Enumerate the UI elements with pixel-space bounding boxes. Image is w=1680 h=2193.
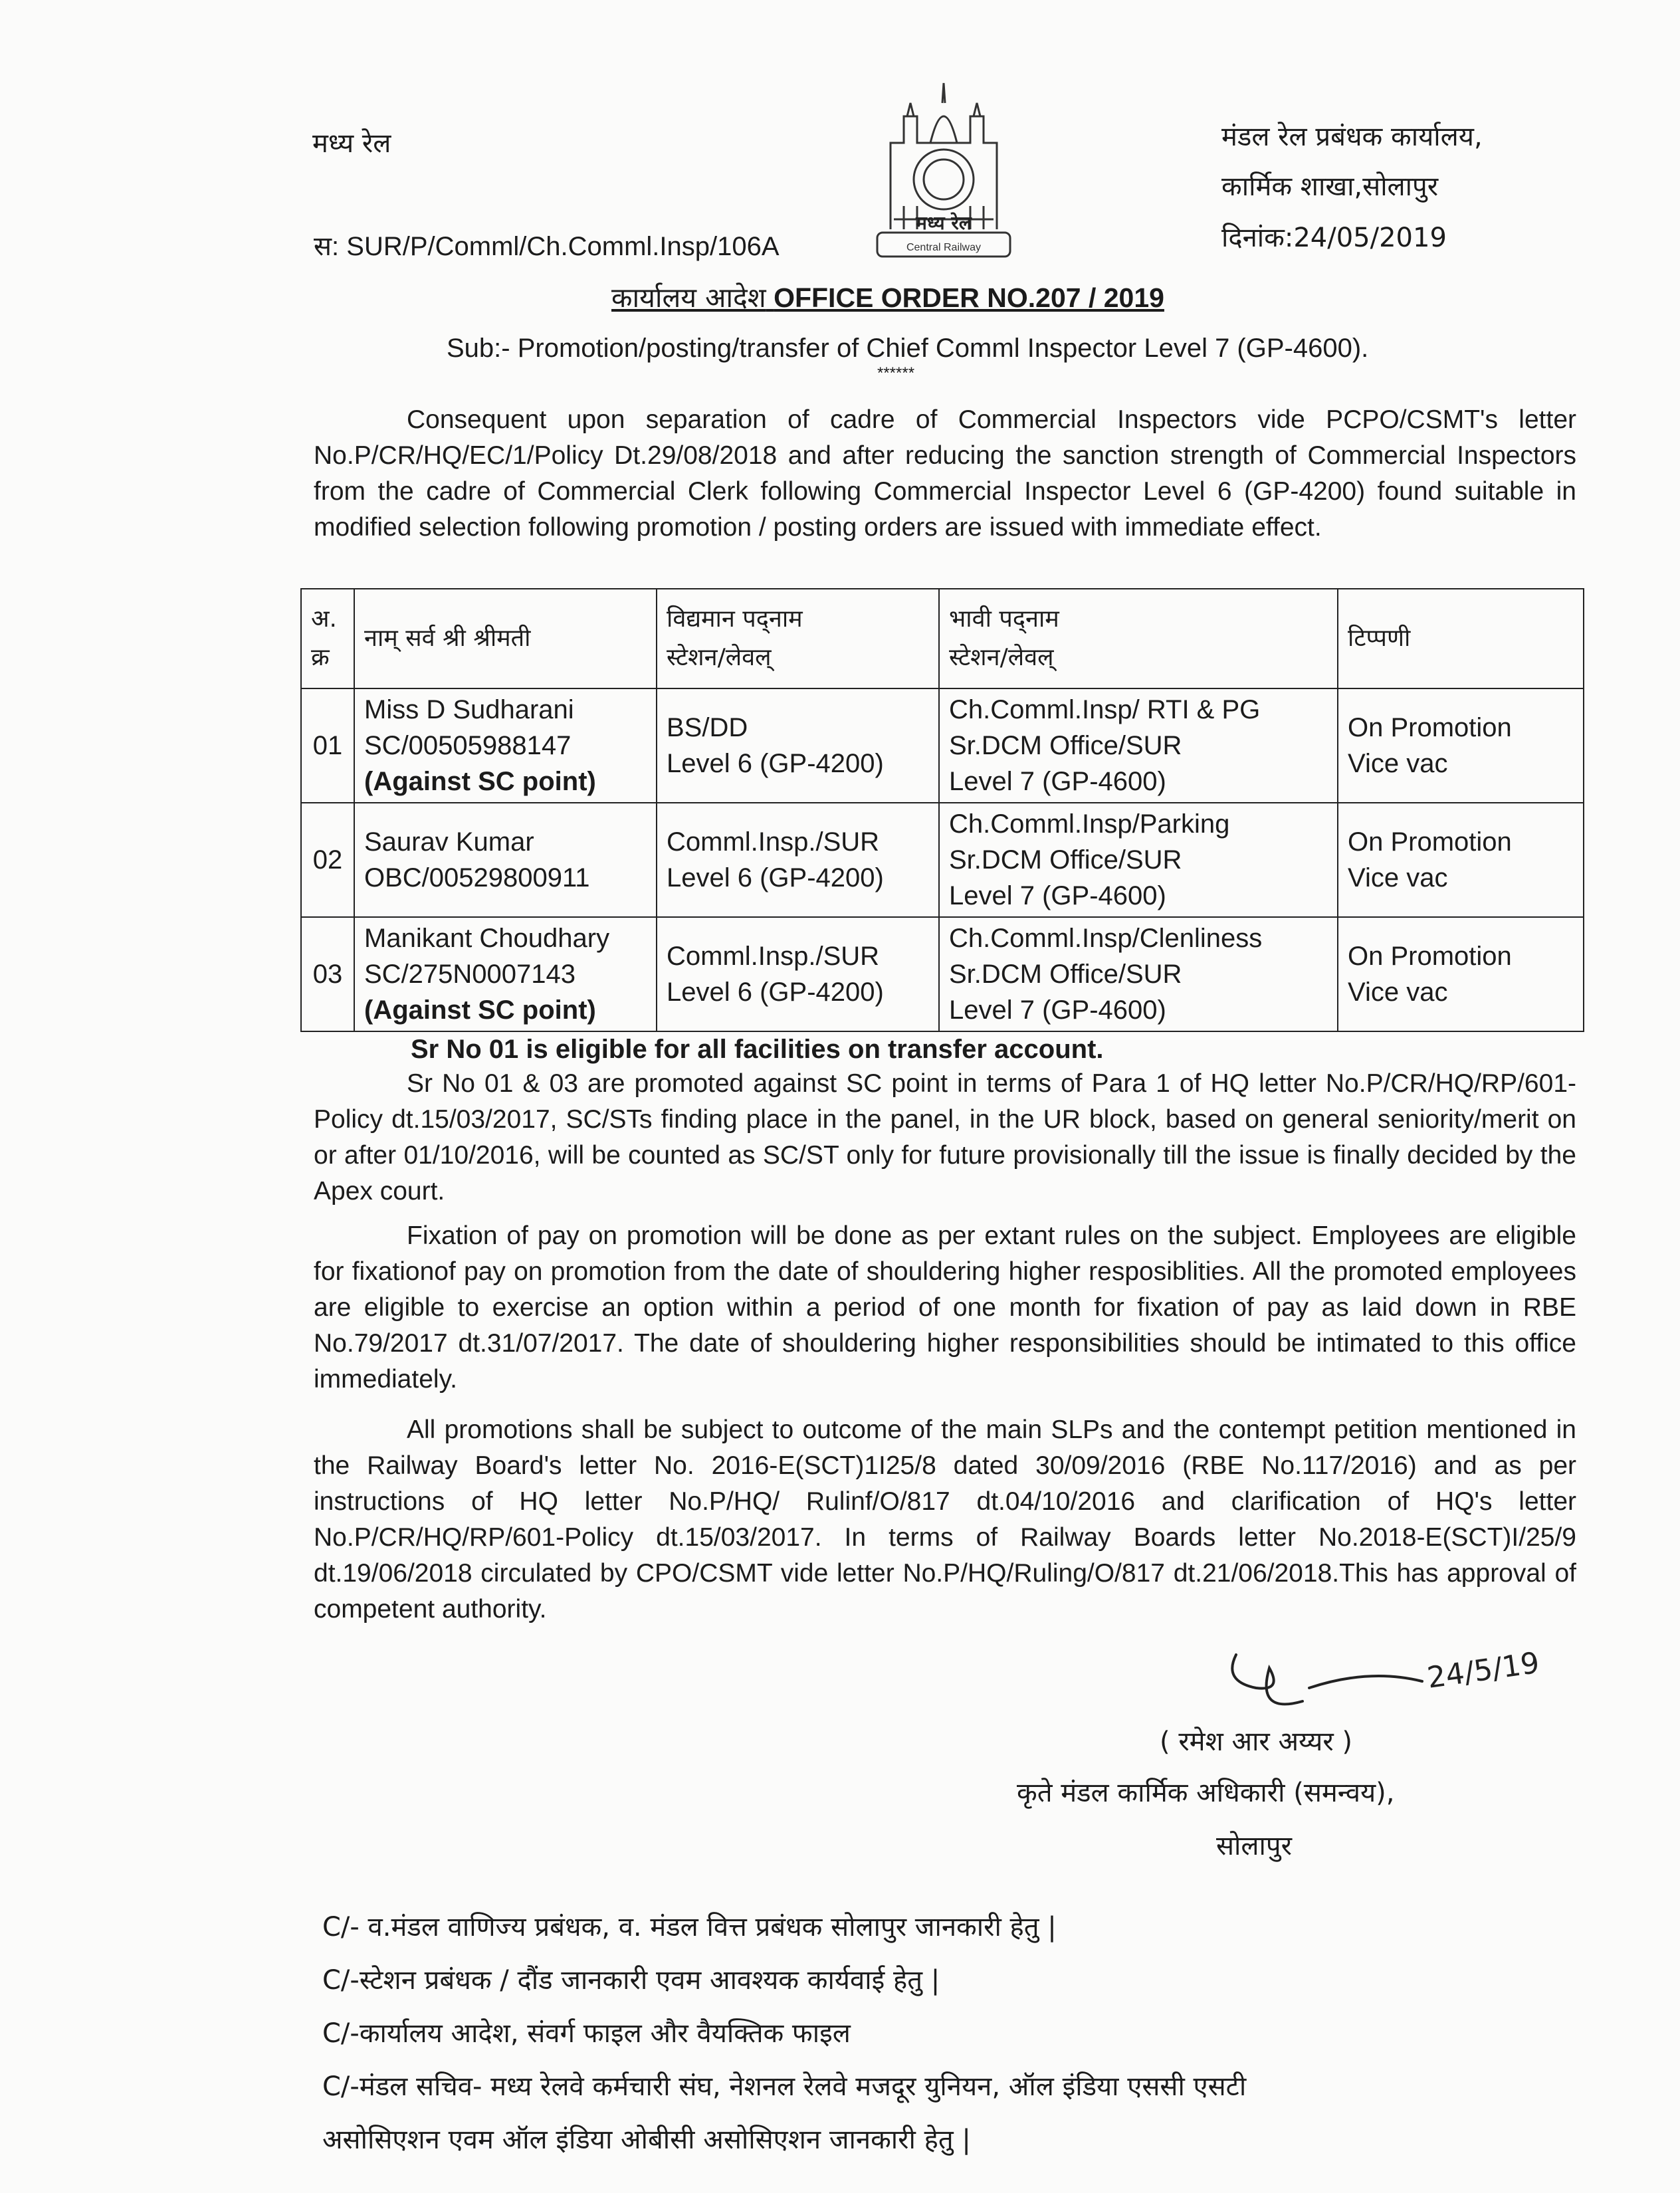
table-header-row — [301, 589, 1584, 688]
reference-number: स: SUR/P/Comml/Ch.Comml.Insp/106A — [314, 232, 780, 261]
table-row — [301, 688, 1584, 803]
header-sr: अ. क्र — [301, 589, 354, 688]
row-employee: Miss D Sudharani SC/00505988147 (Against SC point) — [354, 688, 657, 803]
row-sr: 02 — [301, 803, 354, 917]
row-employee: Manikant Choudhary SC/275N0007143 (Against SC point) — [354, 917, 657, 1031]
promotion-table — [300, 588, 1584, 1032]
row-future: Ch.Comml.Insp/ RTI & PG Sr.DCM Office/SUR Level 7 (GP-4600) — [939, 688, 1338, 803]
header-future: भावी पद्नाम स्टेशन/लेवल् — [939, 589, 1338, 688]
table-row — [301, 803, 1584, 917]
svg-text:24/5/19: 24/5/19 — [1425, 1645, 1542, 1695]
intro-paragraph: Consequent upon separation of cadre of Commercial Inspectors vide PCPO/CSMT's letter No.P/CR/HQ/EC/1/Policy Dt.29/08/2018 and after reducing the sanction strength of Commercial Inspectors from the cadre of Commercial Clerk following Commercial Inspector Level 6 (GP-4200) found suitable in modified selection following promotion / posting orders are issued with immediate effect. — [314, 405, 1576, 542]
row-present: BS/DD Level 6 (GP-4200) — [657, 688, 939, 803]
row-sr: 01 — [301, 688, 354, 803]
row-remarks: On Promotion Vice vac — [1338, 688, 1584, 803]
row-sr: 03 — [301, 917, 354, 1031]
facility-note: Sr No 01 is eligible for all facilities on transfer account. — [411, 1035, 1104, 1064]
row-future: Ch.Comml.Insp/Clenliness Sr.DCM Office/SUR Level 7 (GP-4600) — [939, 917, 1338, 1031]
svg-text:मध्य रेल: मध्य रेल — [916, 212, 972, 234]
sc-paragraph: Sr No 01 & 03 are promoted against SC point in terms of Para 1 of HQ letter No.P/CR/HQ/RP/601-Policy dt.15/03/2017, SC/STs finding place in the panel, in the UR block, based on general seniority/merit on or after 01/10/2016, will be counted as SC/ST only for future provisionally till the issue is finally decided by the Apex court. — [314, 1069, 1576, 1205]
row-present: Comml.Insp./SUR Level 6 (GP-4200) — [657, 803, 939, 917]
order-date: दिनांक:24/05/2019 — [1221, 223, 1447, 253]
table-row — [301, 917, 1584, 1031]
slp-paragraph: All promotions shall be subject to outcome of the main SLPs and the contempt petition mentioned in the Railway Board's letter No. 2016-E(SCT)1I25/8 dated 30/09/2016 (RBE No.117/2016) and as per instructions of HQ letter No.P/HQ/ Rulinf/O/817 dt.04/10/2016 and clarification of HQ's letter No.P/CR/HQ/RP/601-Policy dt.15/03/2017. In terms of Railway Boards letter No.2018-E(SCT)I/25/9 dt.19/06/2018 circulated by CPO/CSMT vide letter No.P/HQ/Ruling/O/817 dt.21/06/2018.This has approval of competent authority. — [314, 1415, 1576, 1623]
central-railway-emblem — [864, 63, 1023, 262]
row-remarks: On Promotion Vice vac — [1338, 803, 1584, 917]
row-present: Comml.Insp./SUR Level 6 (GP-4200) — [657, 917, 939, 1031]
order-title: कार्यालय आदेश OFFICE ORDER NO.207 / 2019 — [611, 282, 1164, 314]
svg-text:Central Railway: Central Railway — [906, 242, 982, 253]
separator: ****** — [877, 364, 915, 382]
order-subject: Sub:- Promotion/posting/transfer of Chief Comml Inspector Level 7 (GP-4600). — [447, 334, 1369, 363]
signatory-place: सोलापुर — [1216, 1831, 1292, 1861]
office-line-2: कार्मिक शाखा,सोलापुर — [1221, 171, 1439, 202]
header-remarks: टिप्पणी — [1338, 589, 1584, 688]
copy-line: C/-स्टेशन प्रबंधक / दौंड जानकारी एवम आवश्यक कार्यवाई हेतु | — [322, 1965, 940, 1996]
signatory-designation: कृते मंडल कार्मिक अधिकारी (समन्वय), — [1017, 1778, 1395, 1808]
row-employee: Saurav Kumar OBC/00529800911 — [354, 803, 657, 917]
org-name: मध्य रेल — [312, 128, 391, 159]
copy-line: असोसिएशन एवम ऑल इंडिया ओबीसी असोसिएशन जानकारी हेतु | — [322, 2125, 971, 2155]
header-name: नाम् सर्व श्री श्रीमती — [354, 589, 657, 688]
row-remarks: On Promotion Vice vac — [1338, 917, 1584, 1031]
signatory-name: ( रमेश आर अय्यर ) — [1160, 1726, 1353, 1757]
copy-line: C/- व.मंडल वाणिज्य प्रबंधक, व. मंडल वित्त प्रबंधक सोलापुर जानकारी हेतु | — [322, 1912, 1057, 1942]
fixation-paragraph: Fixation of pay on promotion will be done as per extant rules on the subject. Employees are eligible for fixationof pay on promotion from the date of shouldering higher resposiblities. All the promoted employees are eligible to exercise an option within a period of one month for fixation of pay as laid down in RBE No.79/2017 dt.31/07/2017. The date of shouldering higher responsibilities should be intimated to this office immediately. — [314, 1221, 1576, 1394]
copy-line: C/-कार्यालय आदेश, संवर्ग फाइल और वैयक्तिक फाइल — [322, 2018, 851, 2049]
copy-line: C/-मंडल सचिव- मध्य रेलवे कर्मचारी संघ, नेशनल रेलवे मजदूर युनियन, ऑल इंडिया एससी एसटी — [322, 2071, 1247, 2102]
office-line-1: मंडल रेल प्रबंधक कार्यालय, — [1221, 122, 1483, 152]
row-future: Ch.Comml.Insp/Parking Sr.DCM Office/SUR Level 7 (GP-4600) — [939, 803, 1338, 917]
header-present: विद्यमान पद्नाम स्टेशन/लेवल् — [657, 589, 939, 688]
